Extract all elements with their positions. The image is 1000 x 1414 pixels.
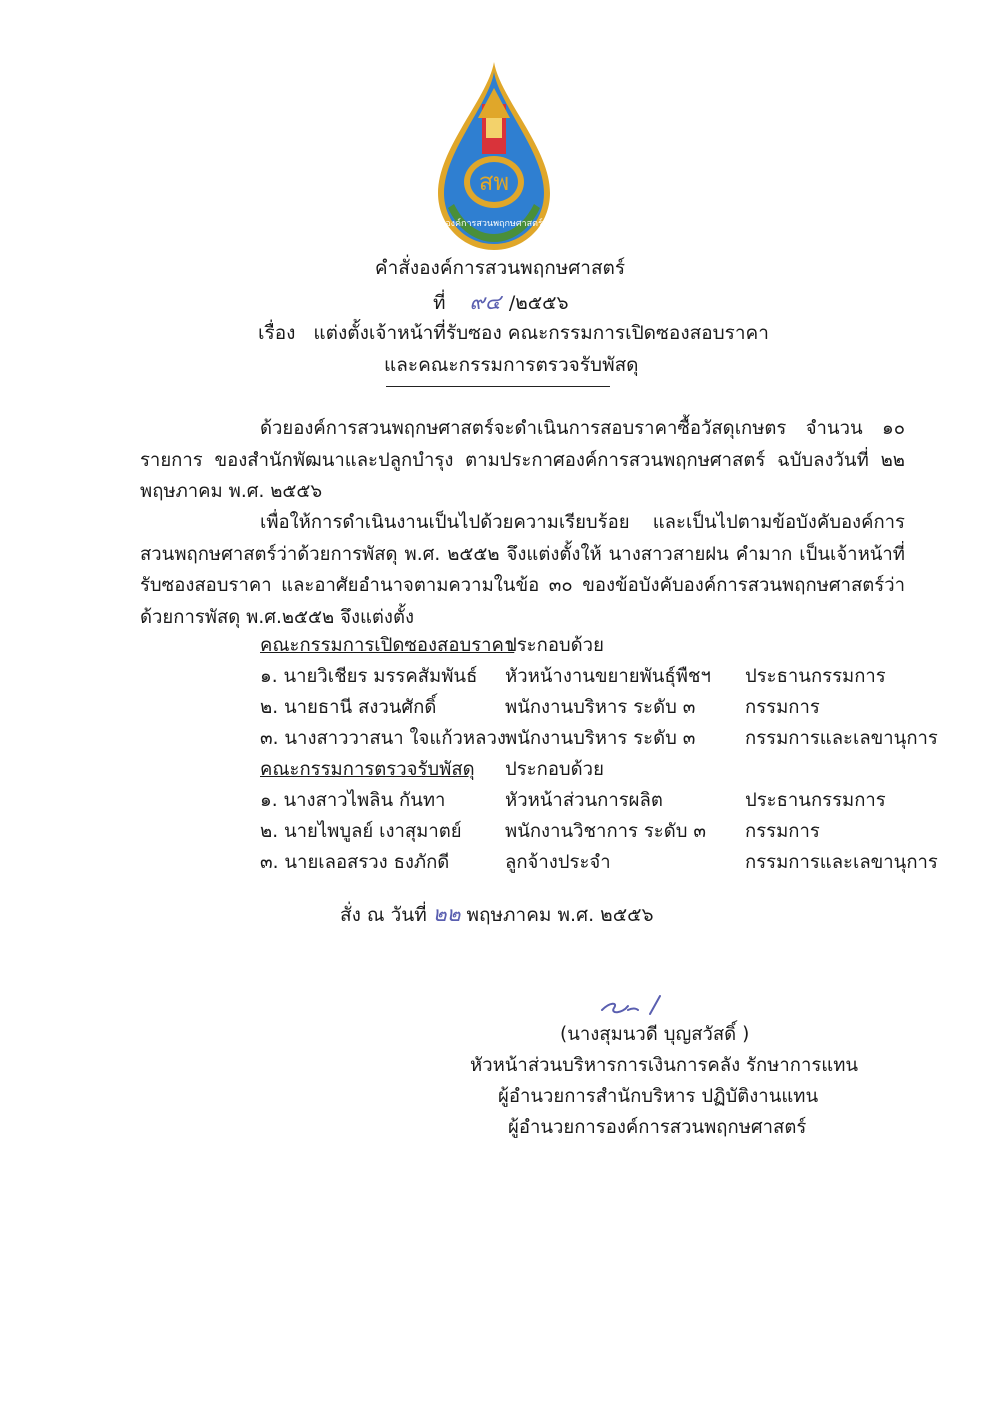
committee-1-title: คณะกรรมการเปิดซองสอบราคา [260, 635, 515, 656]
member-position: ลูกจ้างประจำ [505, 852, 611, 873]
paragraph-2-text: เพื่อให้การดำเนินงานเป็นไปด้วยความเรียบร้อย และเป็นไปตามข้อบังคับองค์การสวนพฤกษศาสตร์ว่าด้วยการพัสดุ พ.ศ. ๒๕๕๒ จึงแต่งตั้งให้ นางสาวสายฝน คำมาก เป็นเจ้าหน้าที่รับซองสอบราคา และอาศัยอำนาจตามความในข้อ ๓๐ ของข้อบังคับองค์การสวนพฤกษศาสตร์ว่าด้วยการพัสดุ พ.ศ.๒๕๕๒ จึงแต่งตั้ง [140, 512, 905, 628]
signatory-name: (นางสุมนวดี บุญสวัสดิ์ ) [560, 1024, 750, 1045]
committee-1-heading [260, 631, 514, 660]
subject-label: เรื่อง [258, 322, 296, 344]
date-prefix: สั่ง ณ วันที่ [340, 904, 427, 926]
subject-text-2: และคณะกรรมการตรวจรับพัสดุ [384, 354, 639, 376]
handwritten-number: ๙๔ [469, 290, 501, 314]
member-position: พนักงานวิชาการ ระดับ ๓ [505, 821, 707, 842]
handwritten-signature [598, 988, 678, 1022]
handwritten-day: ๒๒ [432, 902, 461, 926]
signatory-title-1: หัวหน้าส่วนบริหารการเงินการคลัง รักษาการแทน [470, 1055, 859, 1076]
member-name: ๒. นายธานี สงวนศักดิ์ [260, 697, 437, 718]
member-position: หัวหน้าส่วนการผลิต [505, 790, 663, 811]
signatory-title-3: ผู้อำนวยการองค์การสวนพฤกษศาสตร์ [508, 1117, 807, 1138]
date-rest: พฤษภาคม พ.ศ. ๒๕๕๖ [466, 904, 654, 926]
member-name: ๒. นายไพบูลย์ เงาสุมาตย์ [260, 821, 462, 842]
order-date [340, 898, 654, 931]
member-role: ประธานกรรมการ [745, 666, 886, 687]
document-title: คำสั่งองค์การสวนพฤกษศาสตร์ [374, 257, 626, 279]
member-position: หัวหน้างานขยายพันธุ์พืชฯ [505, 666, 711, 687]
svg-text:สพ: สพ [478, 168, 510, 196]
committee-1-suffix: ประกอบด้วย [505, 635, 604, 656]
committee-2-suffix: ประกอบด้วย [505, 759, 604, 780]
member-position: พนักงานบริหาร ระดับ ๓ [505, 697, 696, 718]
member-name: ๑. นายวิเชียร มรรคสัมพันธ์ [260, 666, 478, 687]
member-name: ๑. นางสาวไพลิน กันทา [260, 790, 446, 811]
paragraph-1-text: ด้วยองค์การสวนพฤกษศาสตร์จะดำเนินการสอบราคาซื้อวัสดุเกษตร จำนวน ๑๐ รายการ ของสำนักพัฒนาและปลูกบำรุง ตามประกาศองค์การสวนพฤกษศาสตร์ ฉบับลงวันที่ ๒๒ พฤษภาคม พ.ศ. ๒๕๕๖ [140, 418, 905, 502]
member-role: กรรมการ [745, 821, 820, 842]
member-role: กรรมการและเลขานุการ [745, 852, 938, 873]
member-role: กรรมการและเลขานุการ [745, 728, 938, 749]
subject-text-1: แต่งตั้งเจ้าหน้าที่รับซอง คณะกรรมการเปิดซองสอบราคา [313, 322, 769, 344]
member-role: ประธานกรรมการ [745, 790, 886, 811]
paragraph-1 [140, 413, 905, 508]
committee-2-heading [260, 755, 475, 784]
member-name: ๓. นางสาววาสนา ใจแก้วหลวง [260, 728, 506, 749]
order-number [433, 286, 569, 319]
committee-2-title: คณะกรรมการตรวจรับพัสดุ [260, 759, 475, 780]
header-divider [386, 386, 610, 387]
member-position: พนักงานบริหาร ระดับ ๓ [505, 728, 696, 749]
paragraph-2 [140, 507, 905, 633]
subject-line [258, 318, 769, 348]
svg-text:องค์การสวนพฤกษศาสตร์: องค์การสวนพฤกษศาสตร์ [445, 219, 543, 229]
signatory-title-2: ผู้อำนวยการสำนักบริหาร ปฏิบัติงานแทน [498, 1086, 819, 1107]
member-name: ๓. นายเลอสรวง ธงภักดี [260, 852, 450, 873]
organization-logo [428, 58, 560, 254]
number-label: ที่ [433, 292, 446, 314]
member-role: กรรมการ [745, 697, 820, 718]
number-year: /๒๕๕๖ [508, 292, 569, 314]
